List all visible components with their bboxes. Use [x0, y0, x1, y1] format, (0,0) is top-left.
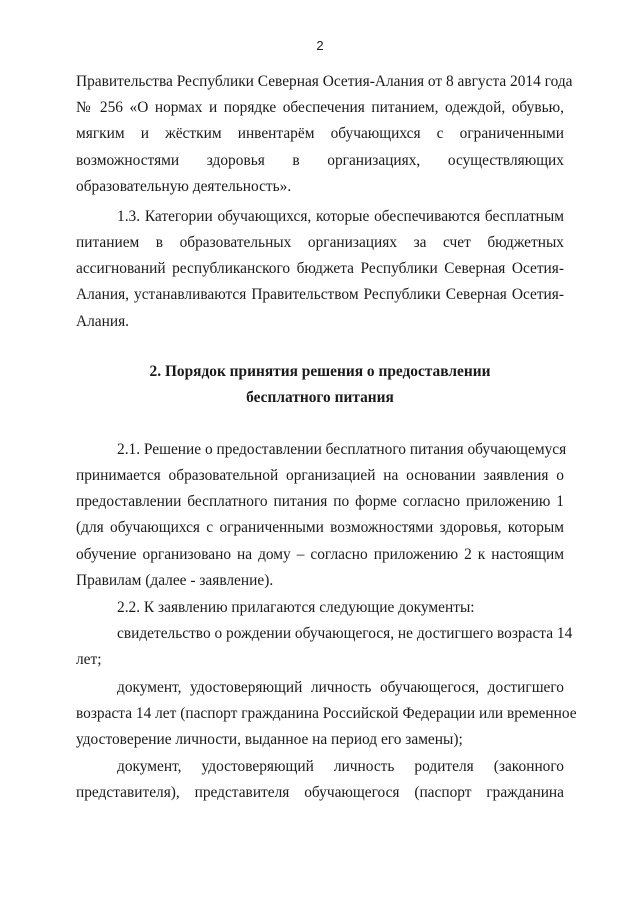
text-line: принимается образовательной организацией на основании заявления о [76, 467, 564, 484]
text-line: (для обучающихся с ограниченными возможностями здоровья, которым [76, 519, 564, 536]
section-heading: бесплатного питания [246, 389, 394, 406]
paragraph-1-3: 1.3. Категории обучающихся, которые обеспечиваются бесплатным [117, 208, 564, 225]
text-line: обучение организовано на дому – согласно приложению 2 к настоящим [76, 546, 564, 563]
list-item: свидетельство о рождении обучающегося, не достигшего возраста 14 [117, 625, 573, 642]
text-line: возраста 14 лет (паспорт гражданина Российской Федерации или временное [76, 705, 577, 722]
text-line: представителя), представителя обучающегося (паспорт гражданина [76, 784, 564, 801]
text-line: предоставлении бесплатного питания по форме согласно приложению 1 [76, 493, 564, 510]
paragraph-2-2: 2.2. К заявлению прилагаются следующие документы: [117, 599, 475, 616]
text-line: удостоверение личности, выданное на период его замены); [76, 731, 463, 748]
list-item: документ, удостоверяющий личность обучающегося, достигшего [117, 679, 564, 696]
text-line: Правилам (далее - заявление). [76, 572, 274, 589]
list-item: документ, удостоверяющий личность родителя (законного [117, 758, 564, 775]
page-number: 2 [316, 38, 324, 53]
text-line: лет; [76, 651, 102, 668]
paragraph-2-1: 2.1. Решение о предоставлении бесплатного питания обучающемуся [117, 441, 567, 458]
text-line: питанием в образовательных организациях за счет бюджетных [76, 234, 564, 251]
text-line: Алания, устанавливаются Правительством Республики Северная Осетия- [76, 286, 564, 303]
section-heading: 2. Порядок принятия решения о предоставлении [149, 363, 491, 380]
text-line: Алания. [76, 313, 130, 330]
text-line: ассигнований республиканского бюджета Республики Северная Осетия- [76, 260, 564, 277]
text-line: мягким и жёстким инвентарём обучающихся с ограниченными [76, 125, 564, 142]
text-line: возможностями здоровья в организациях, осуществляющих [76, 152, 564, 169]
text-line: образовательную деятельность». [76, 178, 292, 195]
text-line: № 256 «О нормах и порядке обеспечения питанием, одеждой, обувью, [76, 99, 564, 116]
text-line: Правительства Республики Северная Осетия-Алания от 8 августа 2014 года [76, 73, 573, 90]
